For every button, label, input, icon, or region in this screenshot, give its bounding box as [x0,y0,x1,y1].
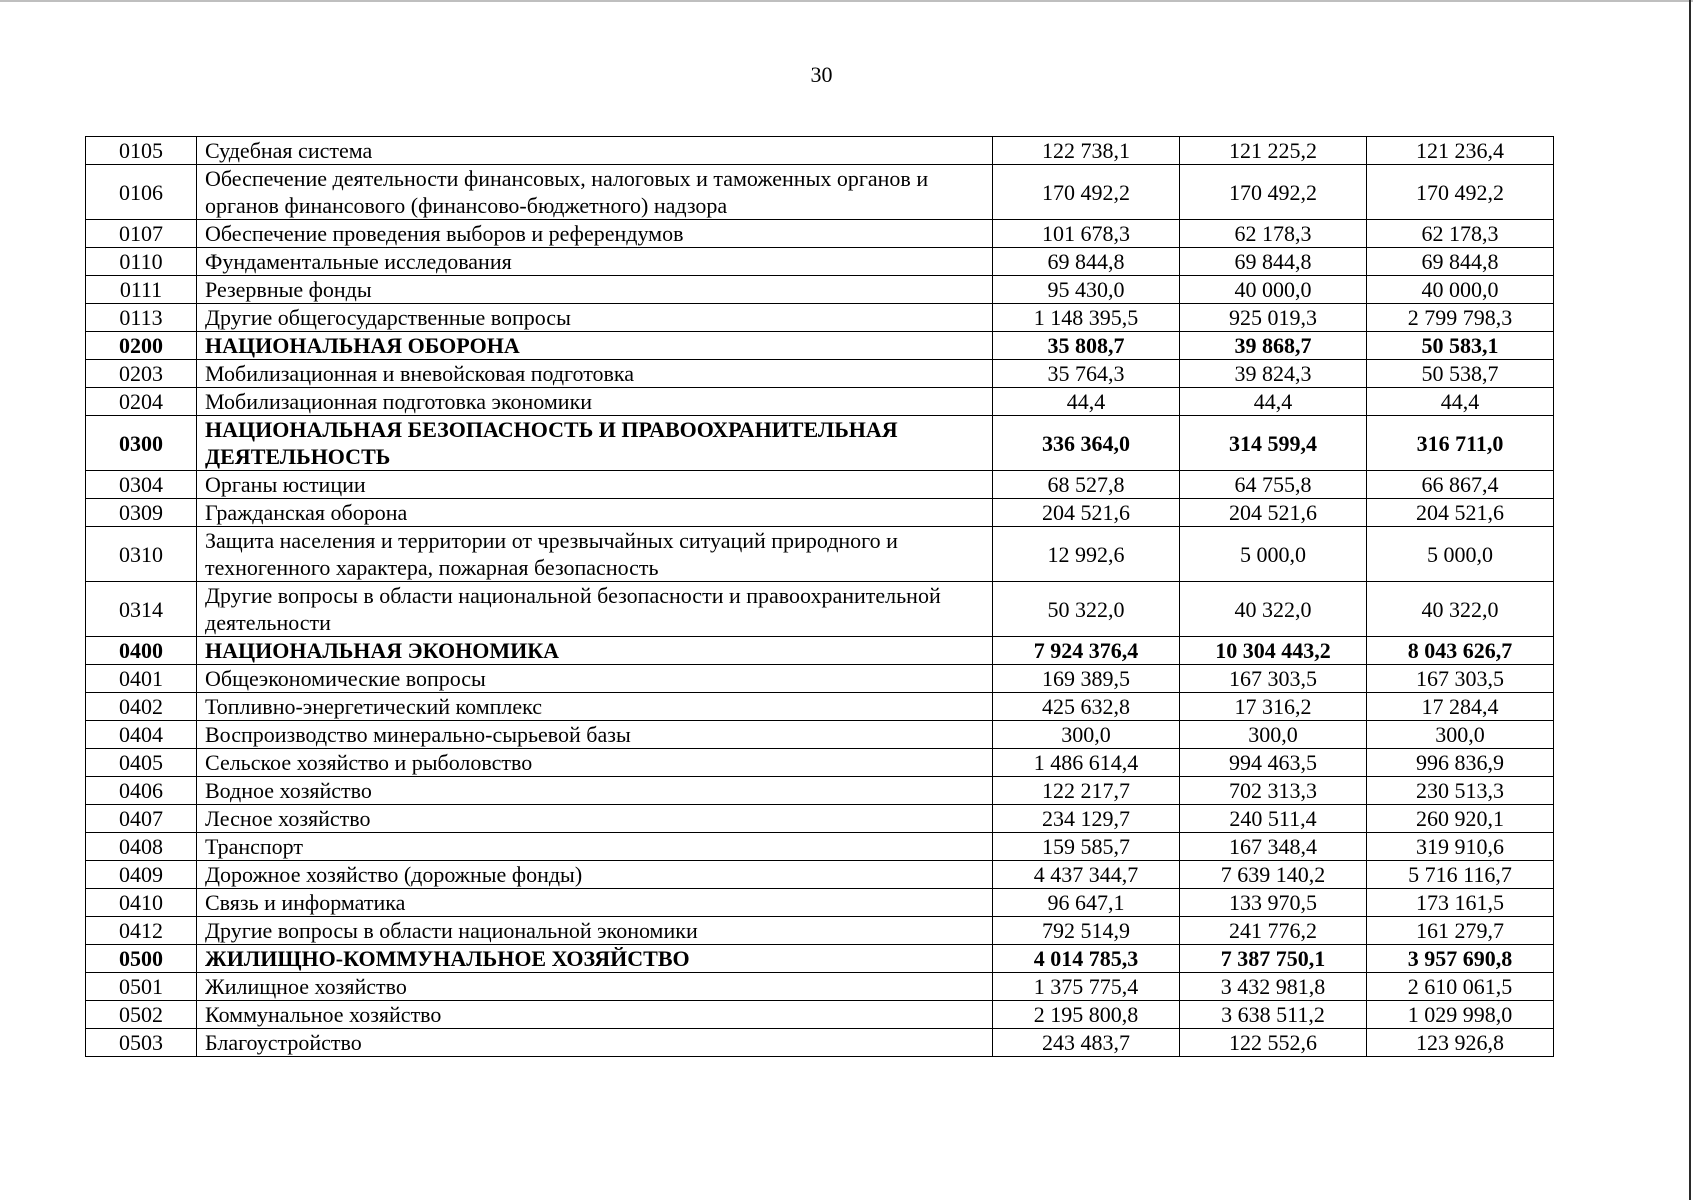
row-value-2: 40 322,0 [1180,582,1367,637]
budget-table [85,136,1554,1057]
row-code: 0314 [86,582,197,637]
row-code: 0111 [86,276,197,304]
row-code: 0405 [86,749,197,777]
row-value-2: 64 755,8 [1180,471,1367,499]
row-value-2: 10 304 443,2 [1180,637,1367,665]
row-value-1: 425 632,8 [993,693,1180,721]
table-row [86,304,1554,332]
row-value-3: 69 844,8 [1367,248,1554,276]
row-code: 0309 [86,499,197,527]
row-value-1: 169 389,5 [993,665,1180,693]
row-value-1: 234 129,7 [993,805,1180,833]
table-row [86,749,1554,777]
table-row [86,777,1554,805]
row-name: Фундаментальные исследования [197,248,993,276]
row-value-3: 260 920,1 [1367,805,1554,833]
row-code: 0105 [86,137,197,165]
row-name: Связь и информатика [197,889,993,917]
table-row [86,1001,1554,1029]
row-value-3: 17 284,4 [1367,693,1554,721]
row-value-1: 12 992,6 [993,527,1180,582]
row-name: Судебная система [197,137,993,165]
row-name: Обеспечение проведения выборов и референдумов [197,220,993,248]
row-value-3: 40 322,0 [1367,582,1554,637]
row-name: Защита населения и территории от чрезвычайных ситуаций природного и техногенного характера, пожарная безопасность [197,527,993,582]
row-name: Органы юстиции [197,471,993,499]
row-value-2: 5 000,0 [1180,527,1367,582]
row-value-2: 40 000,0 [1180,276,1367,304]
row-code: 0501 [86,973,197,1001]
row-value-1: 159 585,7 [993,833,1180,861]
row-value-1: 7 924 376,4 [993,637,1180,665]
row-value-3: 230 513,3 [1367,777,1554,805]
table-row [86,833,1554,861]
row-name: Другие вопросы в области национальной экономики [197,917,993,945]
row-value-1: 4 014 785,3 [993,945,1180,973]
row-value-3: 173 161,5 [1367,889,1554,917]
row-value-3: 316 711,0 [1367,416,1554,471]
row-name: Коммунальное хозяйство [197,1001,993,1029]
row-value-2: 7 639 140,2 [1180,861,1367,889]
row-value-2: 925 019,3 [1180,304,1367,332]
row-value-2: 167 348,4 [1180,833,1367,861]
row-name: Водное хозяйство [197,777,993,805]
row-value-1: 1 486 614,4 [993,749,1180,777]
row-value-3: 167 303,5 [1367,665,1554,693]
row-code: 0106 [86,165,197,220]
table-row [86,416,1554,471]
row-name: Обеспечение деятельности финансовых, налоговых и таможенных органов и органов финансового (финансово-бюджетного) надзора [197,165,993,220]
table-row [86,889,1554,917]
row-name: Жилищное хозяйство [197,973,993,1001]
table-row [86,637,1554,665]
table-row [86,721,1554,749]
row-name: НАЦИОНАЛЬНАЯ ЭКОНОМИКА [197,637,993,665]
row-code: 0408 [86,833,197,861]
table-row [86,388,1554,416]
row-value-3: 5 716 116,7 [1367,861,1554,889]
table-row [86,917,1554,945]
row-name: Топливно-энергетический комплекс [197,693,993,721]
row-value-2: 7 387 750,1 [1180,945,1367,973]
row-name: Резервные фонды [197,276,993,304]
row-value-1: 204 521,6 [993,499,1180,527]
row-value-2: 3 638 511,2 [1180,1001,1367,1029]
row-value-3: 319 910,6 [1367,833,1554,861]
row-name: Дорожное хозяйство (дорожные фонды) [197,861,993,889]
row-name: Гражданская оборона [197,499,993,527]
row-value-2: 702 313,3 [1180,777,1367,805]
row-code: 0503 [86,1029,197,1057]
scan-edge-top [0,0,1693,2]
row-code: 0204 [86,388,197,416]
row-value-3: 161 279,7 [1367,917,1554,945]
row-code: 0412 [86,917,197,945]
row-value-3: 300,0 [1367,721,1554,749]
row-name: Транспорт [197,833,993,861]
row-value-1: 1 375 775,4 [993,973,1180,1001]
row-value-2: 204 521,6 [1180,499,1367,527]
row-value-3: 170 492,2 [1367,165,1554,220]
row-name: Благоустройство [197,1029,993,1057]
row-value-2: 39 824,3 [1180,360,1367,388]
row-code: 0107 [86,220,197,248]
page-number: 30 [810,62,833,87]
row-value-1: 101 678,3 [993,220,1180,248]
table-row [86,165,1554,220]
row-code: 0110 [86,248,197,276]
table-row [86,527,1554,582]
row-code: 0400 [86,637,197,665]
row-value-3: 2 610 061,5 [1367,973,1554,1001]
row-value-3: 2 799 798,3 [1367,304,1554,332]
row-code: 0113 [86,304,197,332]
row-value-1: 2 195 800,8 [993,1001,1180,1029]
row-value-2: 3 432 981,8 [1180,973,1367,1001]
row-value-2: 62 178,3 [1180,220,1367,248]
row-value-2: 39 868,7 [1180,332,1367,360]
row-name: Общеэкономические вопросы [197,665,993,693]
row-value-1: 336 364,0 [993,416,1180,471]
row-name: Другие вопросы в области национальной безопасности и правоохранительной деятельности [197,582,993,637]
row-value-3: 996 836,9 [1367,749,1554,777]
table-row [86,137,1554,165]
row-value-2: 314 599,4 [1180,416,1367,471]
row-value-2: 133 970,5 [1180,889,1367,917]
table-row [86,276,1554,304]
row-value-2: 167 303,5 [1180,665,1367,693]
row-name: Мобилизационная подготовка экономики [197,388,993,416]
row-code: 0402 [86,693,197,721]
row-value-1: 95 430,0 [993,276,1180,304]
row-value-1: 792 514,9 [993,917,1180,945]
row-code: 0200 [86,332,197,360]
row-value-1: 1 148 395,5 [993,304,1180,332]
row-value-1: 50 322,0 [993,582,1180,637]
table-row [86,1029,1554,1057]
row-value-2: 170 492,2 [1180,165,1367,220]
row-value-2: 300,0 [1180,721,1367,749]
row-value-1: 243 483,7 [993,1029,1180,1057]
row-value-3: 3 957 690,8 [1367,945,1554,973]
row-value-3: 66 867,4 [1367,471,1554,499]
row-value-3: 40 000,0 [1367,276,1554,304]
table-row [86,973,1554,1001]
row-value-3: 5 000,0 [1367,527,1554,582]
row-value-1: 4 437 344,7 [993,861,1180,889]
row-code: 0401 [86,665,197,693]
budget-table-body [86,137,1554,1057]
row-value-3: 121 236,4 [1367,137,1554,165]
row-value-2: 122 552,6 [1180,1029,1367,1057]
row-code: 0409 [86,861,197,889]
row-code: 0406 [86,777,197,805]
row-name: НАЦИОНАЛЬНАЯ БЕЗОПАСНОСТЬ И ПРАВООХРАНИТЕЛЬНАЯ ДЕЯТЕЛЬНОСТЬ [197,416,993,471]
row-value-1: 69 844,8 [993,248,1180,276]
row-code: 0203 [86,360,197,388]
row-value-1: 96 647,1 [993,889,1180,917]
row-code: 0502 [86,1001,197,1029]
table-row [86,693,1554,721]
row-code: 0407 [86,805,197,833]
table-row [86,805,1554,833]
row-code: 0310 [86,527,197,582]
scan-edge-right [1689,0,1691,1200]
row-value-1: 68 527,8 [993,471,1180,499]
row-value-2: 240 511,4 [1180,805,1367,833]
row-name: НАЦИОНАЛЬНАЯ ОБОРОНА [197,332,993,360]
row-value-3: 44,4 [1367,388,1554,416]
row-value-2: 69 844,8 [1180,248,1367,276]
row-value-2: 121 225,2 [1180,137,1367,165]
row-code: 0500 [86,945,197,973]
row-value-1: 122 738,1 [993,137,1180,165]
table-row [86,360,1554,388]
row-value-1: 300,0 [993,721,1180,749]
table-row [86,861,1554,889]
row-value-2: 994 463,5 [1180,749,1367,777]
row-value-1: 44,4 [993,388,1180,416]
table-row [86,471,1554,499]
row-value-3: 204 521,6 [1367,499,1554,527]
row-value-3: 123 926,8 [1367,1029,1554,1057]
row-value-3: 1 029 998,0 [1367,1001,1554,1029]
table-row [86,945,1554,973]
table-row [86,499,1554,527]
row-code: 0410 [86,889,197,917]
row-name: ЖИЛИЩНО-КОММУНАЛЬНОЕ ХОЗЯЙСТВО [197,945,993,973]
row-value-3: 50 538,7 [1367,360,1554,388]
row-value-3: 62 178,3 [1367,220,1554,248]
row-value-2: 44,4 [1180,388,1367,416]
row-value-1: 122 217,7 [993,777,1180,805]
table-row [86,582,1554,637]
row-name: Воспроизводство минерально-сырьевой базы [197,721,993,749]
row-value-3: 50 583,1 [1367,332,1554,360]
table-row [86,220,1554,248]
row-code: 0300 [86,416,197,471]
table-row [86,665,1554,693]
row-value-1: 170 492,2 [993,165,1180,220]
row-value-1: 35 764,3 [993,360,1180,388]
row-value-3: 8 043 626,7 [1367,637,1554,665]
row-code: 0304 [86,471,197,499]
table-row [86,332,1554,360]
row-name: Мобилизационная и вневойсковая подготовка [197,360,993,388]
row-value-1: 35 808,7 [993,332,1180,360]
row-name: Лесное хозяйство [197,805,993,833]
row-name: Другие общегосударственные вопросы [197,304,993,332]
table-row [86,248,1554,276]
row-code: 0404 [86,721,197,749]
row-value-2: 17 316,2 [1180,693,1367,721]
row-value-2: 241 776,2 [1180,917,1367,945]
row-name: Сельское хозяйство и рыболовство [197,749,993,777]
